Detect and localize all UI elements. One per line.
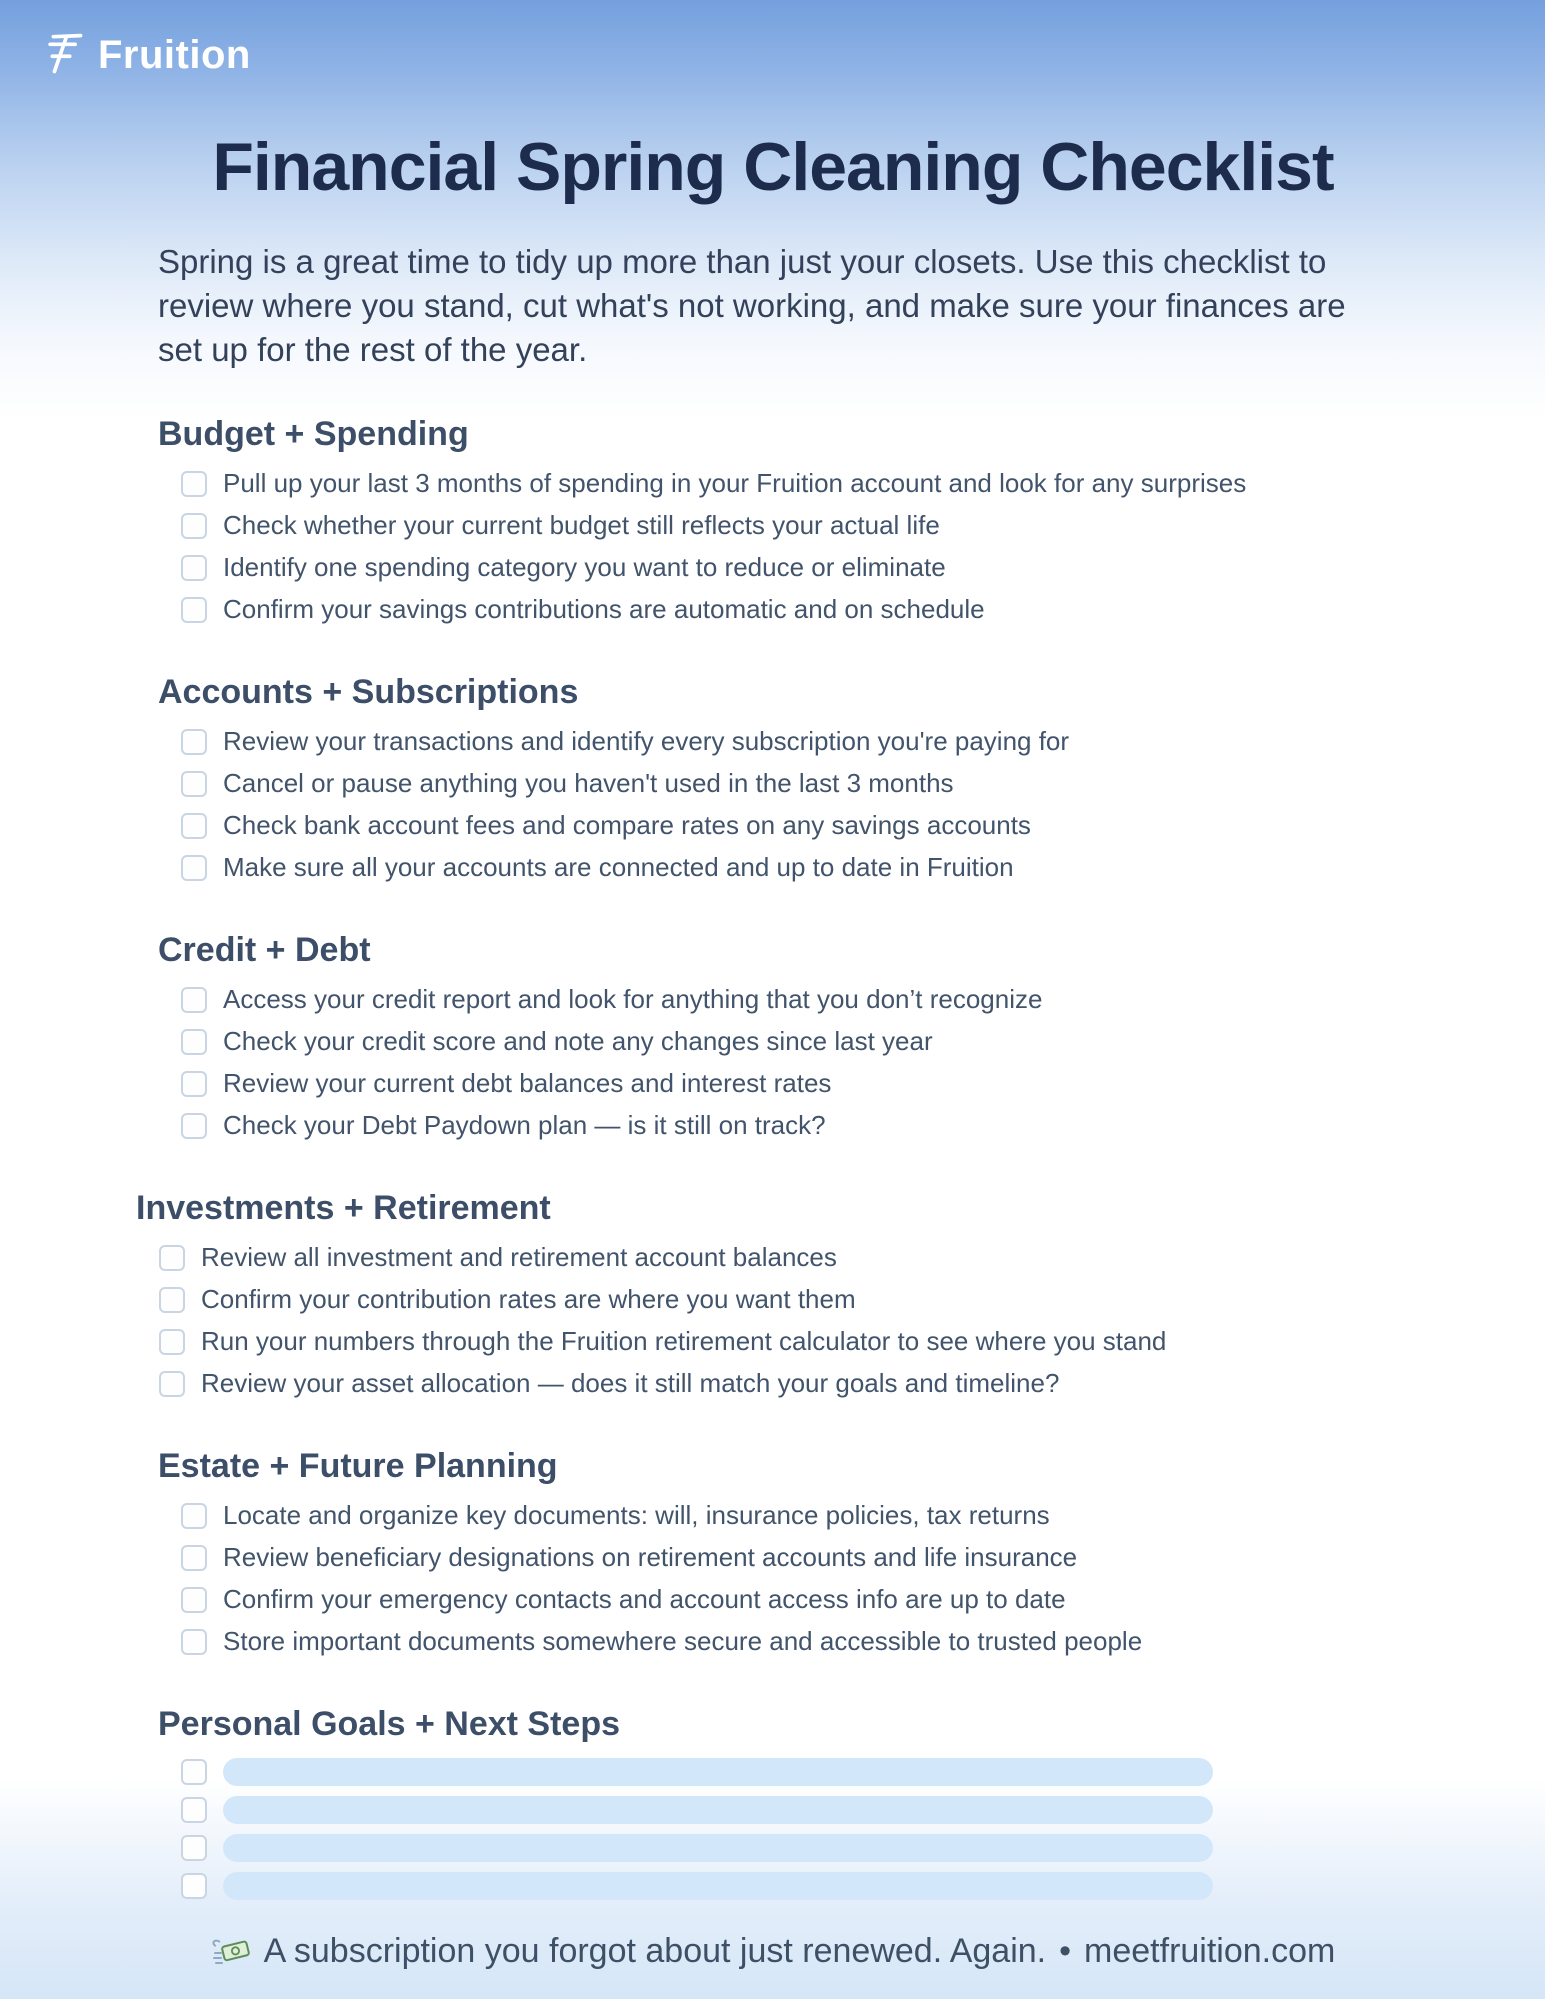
checklist-item-label: Check whether your current budget still reflects your actual life (223, 510, 940, 541)
checklist-item-label: Confirm your emergency contacts and account access info are up to date (223, 1584, 1066, 1615)
section-heading: Accounts + Subscriptions (158, 672, 579, 711)
checkbox[interactable] (181, 1071, 207, 1097)
checklist (158, 721, 1388, 889)
checkbox[interactable] (181, 1835, 207, 1861)
intro-paragraph: Spring is a great time to tidy up more than just your closets. Use this checklist to review where you stand, cut what's not working, and make sure your finances are set up for the rest of the year. (158, 243, 1346, 369)
checkbox[interactable] (181, 471, 207, 497)
checklist-item-label: Locate and organize key documents: will, insurance policies, tax returns (223, 1500, 1050, 1531)
sections (136, 373, 1388, 1905)
checklist-item (136, 1237, 1388, 1279)
checkbox[interactable] (181, 855, 207, 881)
section-credit-debt (158, 931, 1388, 1147)
checklist-item (158, 505, 1388, 547)
checkbox[interactable] (181, 555, 207, 581)
checkbox[interactable] (181, 1587, 207, 1613)
checkbox[interactable] (181, 771, 207, 797)
checklist-item-label: Confirm your contribution rates are where you want them (201, 1284, 856, 1315)
checklist-item (158, 1579, 1388, 1621)
checklist (158, 1753, 1388, 1905)
checklist-item-label: Cancel or pause anything you haven't used in the last 3 months (223, 768, 954, 799)
checkbox[interactable] (181, 1759, 207, 1785)
footer-website-link[interactable]: meetfruition.com (1084, 1932, 1336, 1970)
blank-entry-row (158, 1829, 1388, 1867)
checklist-item-label: Access your credit report and look for anything that you don’t recognize (223, 984, 1043, 1015)
checklist-item (158, 1021, 1388, 1063)
checklist-item-label: Make sure all your accounts are connected and up to date in Fruition (223, 852, 1014, 883)
blank-entry-row (158, 1867, 1388, 1905)
checklist-item (158, 1105, 1388, 1147)
checkbox[interactable] (159, 1329, 185, 1355)
fruition-logo-icon (36, 28, 86, 83)
footer (158, 1932, 1388, 1999)
money-with-wings-icon (211, 1935, 251, 1969)
checkbox[interactable] (181, 513, 207, 539)
checklist-item-label: Check your Debt Paydown plan — is it still on track? (223, 1110, 826, 1141)
checklist-item-label: Pull up your last 3 months of spending in your Fruition account and look for any surprises (223, 468, 1247, 499)
checkbox[interactable] (181, 729, 207, 755)
checkbox[interactable] (181, 1545, 207, 1571)
checklist-item (158, 1495, 1388, 1537)
checkbox[interactable] (181, 1113, 207, 1139)
checkbox[interactable] (181, 987, 207, 1013)
checklist-item (136, 1363, 1388, 1405)
blank-write-in-line[interactable] (223, 1872, 1213, 1900)
blank-entry-row (158, 1753, 1388, 1791)
checklist-item-label: Confirm your savings contributions are automatic and on schedule (223, 594, 985, 625)
checkbox[interactable] (181, 813, 207, 839)
checkbox[interactable] (181, 1797, 207, 1823)
checklist-item-label: Identify one spending category you want to reduce or eliminate (223, 552, 946, 583)
checklist-item-label: Review beneficiary designations on retirement accounts and life insurance (223, 1542, 1078, 1573)
checklist-item-label: Check bank account fees and compare rates on any savings accounts (223, 810, 1031, 841)
checklist-item (158, 589, 1388, 631)
checklist-item (136, 1279, 1388, 1321)
footer-tagline: A subscription you forgot about just renewed. Again. (263, 1932, 1047, 1970)
blank-entry-row (158, 1791, 1388, 1829)
checklist-item (158, 979, 1388, 1021)
checklist-item-label: Check your credit score and note any changes since last year (223, 1026, 933, 1057)
checkbox[interactable] (159, 1371, 185, 1397)
checklist-item (158, 547, 1388, 589)
checkbox[interactable] (181, 1503, 207, 1529)
section-personal-goals-next-steps (158, 1705, 1388, 1905)
section-investments-retirement (136, 1189, 1388, 1405)
checkbox[interactable] (181, 597, 207, 623)
checkbox[interactable] (181, 1629, 207, 1655)
section-heading: Budget + Spending (158, 414, 469, 453)
checklist-item-label: Review all investment and retirement account balances (201, 1242, 837, 1273)
checklist-item (158, 847, 1388, 889)
checklist-item (136, 1321, 1388, 1363)
brand-logo (0, 0, 1545, 84)
blank-write-in-line[interactable] (223, 1758, 1213, 1786)
section-heading: Investments + Retirement (136, 1188, 551, 1227)
checklist (158, 1495, 1388, 1663)
checklist (158, 979, 1388, 1147)
checklist-item-label: Run your numbers through the Fruition retirement calculator to see where you stand (201, 1326, 1167, 1357)
checklist-item-label: Review your transactions and identify every subscription you're paying for (223, 726, 1070, 757)
checklist-item (158, 805, 1388, 847)
checklist-item (158, 721, 1388, 763)
checklist-item (158, 1621, 1388, 1663)
content (136, 84, 1388, 1999)
checklist-item (158, 1537, 1388, 1579)
section-budget-spending (158, 415, 1388, 631)
checklist-item-label: Store important documents somewhere secure and accessible to trusted people (223, 1626, 1143, 1657)
blank-write-in-line[interactable] (223, 1796, 1213, 1824)
checklist-item (158, 763, 1388, 805)
section-heading: Credit + Debt (158, 930, 371, 969)
section-accounts-subscriptions (158, 673, 1388, 889)
checkbox[interactable] (181, 1873, 207, 1899)
checklist (158, 463, 1388, 631)
brand-name: Fruition (98, 32, 251, 77)
footer-separator: • (1059, 1932, 1072, 1970)
checklist-item (158, 1063, 1388, 1105)
checklist (136, 1237, 1388, 1405)
page-title: Financial Spring Cleaning Checklist (212, 129, 1334, 205)
checklist-item-label: Review your current debt balances and interest rates (223, 1068, 832, 1099)
section-estate-future-planning (158, 1447, 1388, 1663)
blank-write-in-line[interactable] (223, 1834, 1213, 1862)
checkbox[interactable] (159, 1245, 185, 1271)
checklist-item (158, 463, 1388, 505)
section-heading: Personal Goals + Next Steps (158, 1704, 621, 1743)
checkbox[interactable] (181, 1029, 207, 1055)
checklist-item-label: Review your asset allocation — does it still match your goals and timeline? (201, 1368, 1060, 1399)
section-heading: Estate + Future Planning (158, 1446, 558, 1485)
checkbox[interactable] (159, 1287, 185, 1313)
